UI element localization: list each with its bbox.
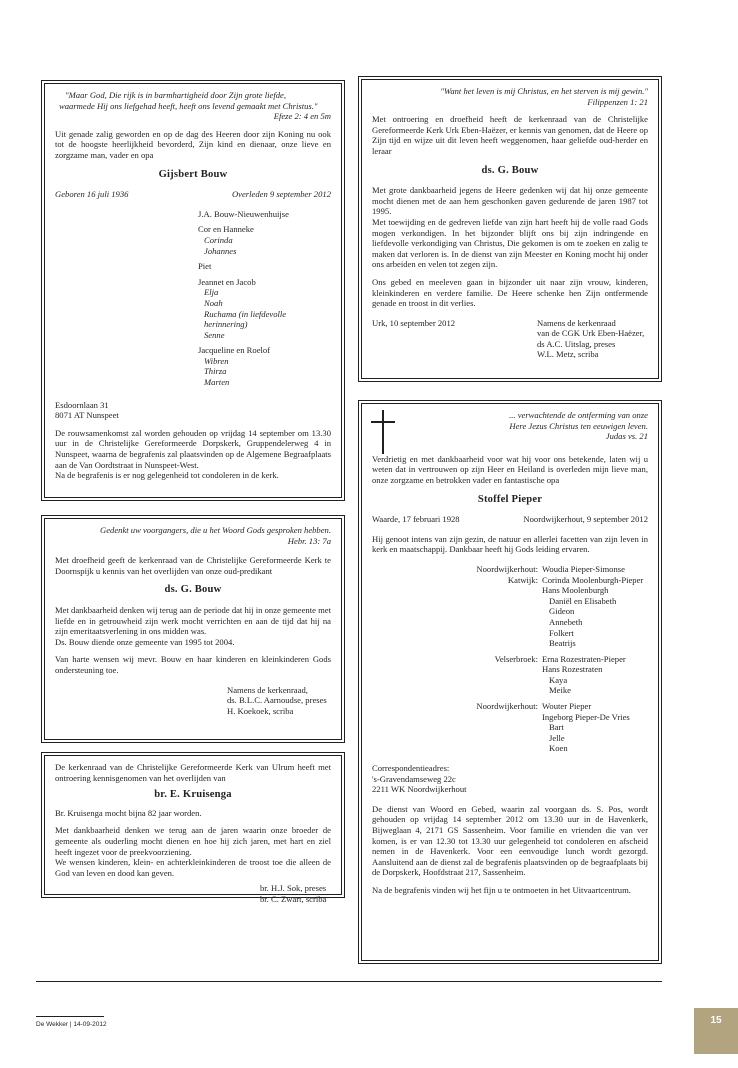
grandchild: Thirza — [204, 366, 227, 377]
notice-doornspijk — [44, 518, 342, 740]
notice-intro: De kerkenraad van de Christelijke Gereformeerde Kerk van Ulrum heeft met ontroering kennisgenomen van het overlijden van — [55, 762, 331, 783]
signature-line: Namens de kerkenraad — [537, 317, 616, 328]
signature-line: ds A.C. Uitslag, preses — [537, 338, 616, 349]
signature-line: W.L. Metz, scriba — [537, 349, 599, 360]
death-date: Noordwijkerhout, 9 september 2012 — [523, 514, 648, 525]
condolence-info: Na de begrafenis is er nog gelegenheid tot condoleren in de kerk. — [55, 470, 279, 481]
family-place: Noordwijkerhout: — [476, 701, 538, 712]
family-member: Cor en Hanneke — [198, 224, 254, 235]
signature-line: van de CGK Urk Eben-Haëzer, — [537, 328, 645, 339]
family-member: Wouter Pieper — [542, 701, 592, 712]
signature-block — [55, 883, 331, 904]
notice-intro: Verdrietig en met dankbaarheid voor wat hij voor ons betekende, laten wij u weten dat in vertrouwen op zijn Heer en Heiland is overleden mijn lieve man, onze zorgzame en betrokken vader en fantastische opa — [372, 453, 648, 485]
notice-intro: Met ontroering en droefheid heeft de kerkenraad van de Christelijke Gereformeerde Kerk Urk Eben-Haëzer, er kennis van genomen, dat de Heere op Zijn tijd en wijze uit dit leven heeft weggenomen, haar geliefde oud-herder en leraar — [372, 114, 648, 156]
signature-line: br. C. Zwart, scriba — [260, 893, 327, 904]
bible-reference: Judas vs. 21 — [605, 431, 648, 442]
grandchild: Gideon — [549, 606, 575, 617]
funeral-info: De dienst van Woord en Gebed, waarin zal voorgaan ds. S. Pos, wordt gehouden op vrijdag 14 september 2012 om 13.30 uur in de Havenkerk, Bijweglaan 4, 2171 GS Sassenheim. Voor familie en vrienden die van ver komen, is er van 12.30 tot 13.30 uur gelegenheid tot condoleren en afscheid nemen in de Havenkerk. Voor een eenvoudige lunch wordt gezorgd. Aansluitend aan de dienst zal de begrafenis plaatsvinden op de begraafplaats bij de Dorpskerk, Hoofdstraat 217, Sassenheim. — [372, 803, 648, 878]
family-member: Woudia Pieper-Simonse — [542, 563, 625, 574]
bible-quote: "Want het leven is mij Christus, en het sterven is mij gewin." — [440, 86, 648, 96]
signature-block — [55, 685, 331, 717]
family-member: J.A. Bouw-Nieuwenhuijse — [198, 208, 289, 219]
birth-death-dates — [55, 189, 331, 200]
grandchild: Meike — [549, 685, 571, 696]
grandchild: Wibren — [204, 355, 229, 366]
notice-body: Ons gebed en meeleven gaan in bijzonder uit naar zijn vrouw, kinderen, kleinkinderen en verdere familie. De Heere schenke hen Zijn ontfermende genade en troost in dit verlies. — [372, 276, 648, 309]
deceased-name: ds. G. Bouw — [164, 584, 222, 596]
family-place: Noordwijkerhout: — [476, 563, 538, 574]
family-member: Jeannet en Jacob — [198, 276, 256, 287]
family-group — [372, 701, 648, 754]
address-postal: 2211 WK Noordwijkerhout — [372, 784, 467, 795]
family-place: Katwijk: — [507, 574, 538, 585]
place-date: Urk, 10 september 2012 — [372, 317, 456, 328]
deceased-name: Gijsbert Bouw — [158, 168, 228, 180]
notice-urk — [361, 79, 659, 379]
family-group — [372, 575, 648, 649]
grandchild: Ruchama (in liefdevolle herinnering) — [204, 308, 287, 330]
bible-quote-line-2: waarmede Hij ons liefgehad heeft, heeft ons levend gemaakt met Christus." — [59, 100, 318, 111]
grandchild: Folkert — [549, 627, 574, 638]
family-list — [55, 209, 331, 388]
family-member: Ingeborg Pieper-De Vries — [542, 711, 630, 722]
family-member: Piet — [198, 261, 212, 272]
bible-quote-line-2: Here Jezus Christus ten eeuwigen leven. — [509, 420, 648, 431]
notice-intro: Uit genade zalig geworden en op de dag des Heeren door zijn Koning nu ook tot de hoogste heerlijkheid bevorderd, Zijn kind en dienaar, onze lieve en zorgzame man, vader en opa — [55, 128, 331, 160]
notice-body: Hij genoot intens van zijn gezin, de natuur en allerlei facetten van zijn leven in kerk en maatschappij. Dankbaar heeft hij Gods leiding ervaren. — [372, 533, 648, 555]
page-number: 15 — [694, 1008, 738, 1054]
footer-credit: De Wekker | 14-09-2012 — [36, 1021, 107, 1028]
deceased-name: ds. G. Bouw — [481, 164, 539, 176]
family-member: Hans Rozestraten — [542, 664, 603, 675]
page-divider — [36, 981, 662, 982]
grandchild: Koen — [549, 743, 568, 754]
birth-date: Waarde, 17 februari 1928 — [372, 514, 460, 525]
bible-reference: Filippenzen 1: 21 — [587, 96, 648, 107]
funeral-info: De rouwsamenkomst zal worden gehouden op vrijdag 14 september om 13.30 uur in de Christelijke Gereformeerde Dorpskerk, Gruppendelerweg 4 in Nunspeet, waarna de begrafenis zal plaatsvinden op de Algemene Begraafplaats aan de Van Oordtstraat in Nunspeet-West. — [55, 427, 331, 470]
family-group — [372, 564, 648, 575]
notice-stoffel-pieper — [361, 403, 659, 961]
notice-body: Met dankbaarheid denken wij terug aan de periode dat hij in onze gemeente met liefde en in getrouwheid zijn werk mocht verrichten en aan de tijd dat hij na zijn emeritaatsverlening in ons midden was. — [55, 604, 331, 637]
notice-kruisenga — [44, 755, 342, 904]
family-place: Velserbroek: — [494, 653, 538, 664]
grandchild: Jelle — [549, 732, 565, 743]
birth-date: Geboren 16 juli 1936 — [55, 189, 129, 200]
signature-line: ds. B.L.C. Aarnoudse, preses — [227, 695, 327, 706]
bible-quote-line-1: ... verwachtende de ontferming van onze — [509, 410, 648, 420]
grandchild: Bart — [549, 722, 564, 733]
grandchild: Johannes — [204, 245, 237, 256]
notice-body: Ds. Bouw diende onze gemeente van 1995 tot 2004. — [55, 636, 235, 647]
bible-reference: Hebr. 13: 7a — [287, 535, 331, 546]
grandchild: Elja — [204, 287, 219, 298]
deceased-age: Br. Kruisenga mocht bijna 82 jaar worden. — [55, 807, 202, 818]
birth-death-dates — [372, 514, 648, 525]
closing-block — [372, 318, 648, 360]
signature-line: Namens de kerkenraad, — [227, 684, 308, 695]
notice-body: Met grote dankbaarheid jegens de Heere gedenken wij dat hij onze gemeente mocht dienen met de aan hem geschonken gaven gedurende de jaren 1987 tot 1995. — [372, 185, 648, 217]
address-postal: 8071 AT Nunspeet — [55, 410, 119, 421]
address-label: Correspondentieadres: — [372, 763, 450, 774]
signature-block — [537, 318, 644, 360]
family-member: Jacqueline en Roelof — [198, 345, 271, 356]
grandchild: Annebeth — [549, 616, 583, 627]
family-member: Corinda Moolenburgh-Pieper — [542, 574, 644, 585]
grandchild: Noah — [204, 297, 223, 308]
signature-line: H. Koekoek, scriba — [227, 705, 294, 716]
address-street: 's-Gravendamseweg 22c — [372, 773, 456, 784]
grandchild: Corinda — [204, 234, 233, 245]
signature-line: br. H.J. Sok, preses — [260, 883, 327, 894]
deceased-name: Stoffel Pieper — [477, 493, 543, 505]
notice-body: Met toewijding en de gedreven liefde van zijn hart heeft hij de volle raad Gods mogen verkondigen. In het bijzonder blijft ons bij zijn indringende en liefdevolle verkondiging van Christus, Die gekomen is om te zoeken en zalig te maken dat verloren is. In de dienst van zijn Meester en Koning mocht hij onder ons arbeiden en velen tot zegen zijn. — [372, 216, 648, 270]
bible-quote: Gedenkt uw voorgangers, die u het Woord Gods gesproken hebben. — [100, 525, 331, 535]
notice-intro: Met droefheid geeft de kerkenraad van de Christelijke Gereformeerde Kerk te Doornspijk u kennis van het overlijden van onze oud-predikant — [55, 555, 331, 576]
cross-icon — [371, 410, 395, 454]
family-member: Erna Rozestraten-Pieper — [542, 653, 626, 664]
grandchild: Daniël en Elisabeth — [549, 595, 617, 606]
address-street: Esdoornlaan 31 — [55, 399, 109, 410]
grandchild: Senne — [204, 329, 225, 340]
notice-body: We wensen kinderen, klein- en achterkleinkinderen de troost toe die alleen de God van leven en dood kan geven. — [55, 857, 331, 878]
death-date: Overleden 9 september 2012 — [231, 189, 331, 200]
grandchild: Marten — [204, 377, 230, 388]
grandchild: Kaya — [549, 674, 568, 685]
notice-gijsbert-bouw — [44, 83, 342, 498]
closing-info: Na de begrafenis vinden wij het fijn u te ontmoeten in het Uitvaartcentrum. — [372, 884, 631, 895]
notice-body: Van harte wensen wij mevr. Bouw en haar kinderen en kleinkinderen Gods ondersteuning toe. — [55, 654, 331, 675]
deceased-name: br. E. Kruisenga — [154, 789, 232, 801]
footer-rule — [36, 1016, 104, 1017]
family-list — [372, 564, 648, 754]
grandchild: Beatrijs — [549, 638, 576, 649]
bible-reference: Efeze 2: 4 en 5m — [273, 111, 331, 122]
bible-quote-line-1: "Maar God, Die rijk is in barmhartigheid door Zijn grote liefde, — [65, 90, 286, 100]
family-member: Hans Moolenburgh — [542, 585, 609, 596]
family-group — [372, 654, 648, 696]
notice-body: Met dankbaarheid denken we terug aan de jaren waarin onze broeder de gemeente als ouderling mocht dienen en hoe hij zich jaren, met hart en ziel heeft ingezet voor de preekvoorziening. — [55, 825, 331, 857]
